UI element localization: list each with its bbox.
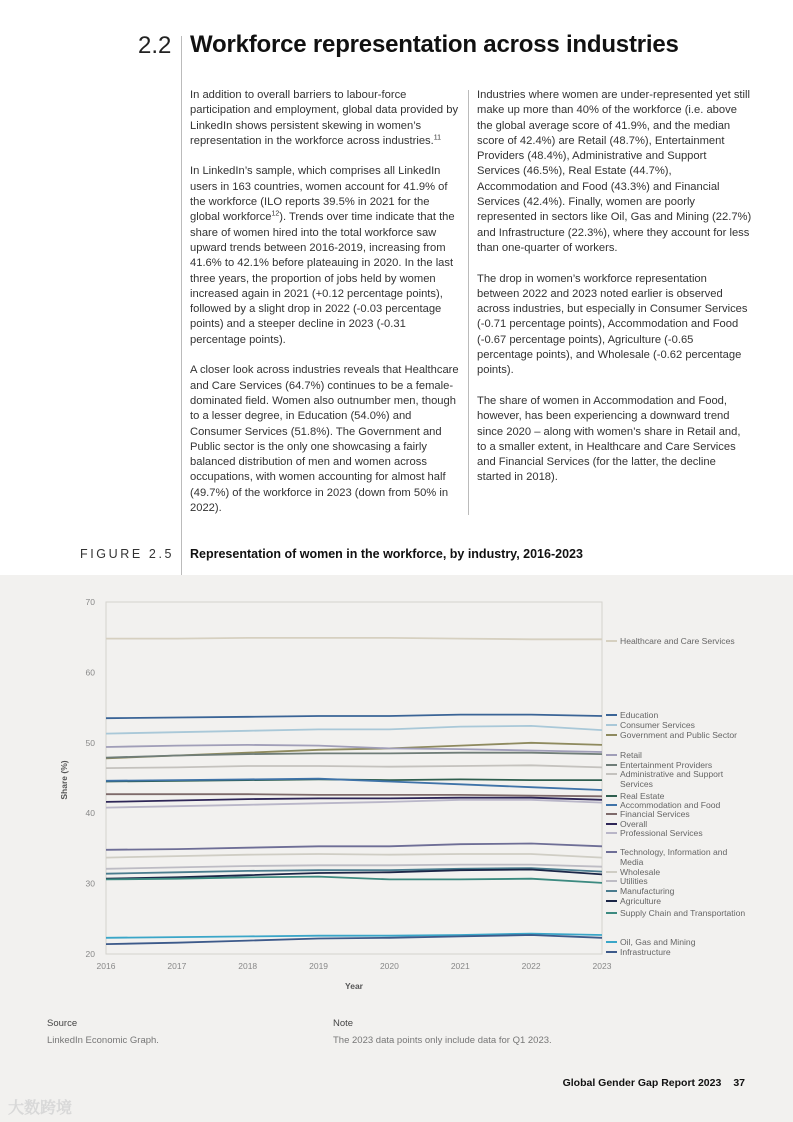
legend-label: Infrastructure (620, 947, 671, 957)
paragraph: In LinkedIn’s sample, which comprises all LinkedIn users in 163 countries, women account for 41.9% of the workforce (ILO reports 39.5% in 2021 for the global workforce$^{12}$). Trends over time indicate that the share of women hired into the total workforce saw upward trends between 2016-2019, increasing from 41.6% to 42.1% before plateauing in 2020. In the last three years, the proportion of jobs held by women increased again in 2021 (+0.12 percentage points), followed by a slight drop in 2022 (-0.03 percentage points) and a steeper decline in 2023 (-0.31 percentage points). (190, 165, 455, 346)
legend-swatch (606, 871, 617, 873)
legend-item (620, 886, 750, 896)
section-divider (181, 36, 182, 575)
legend-swatch (606, 714, 617, 716)
legend-swatch (606, 851, 617, 853)
legend-swatch (606, 795, 617, 797)
y-tick-label: 50 (85, 737, 95, 748)
legend-item (620, 720, 750, 730)
legend-item (620, 847, 750, 867)
legend-item (620, 809, 750, 819)
legend-label: Accommodation and Food (620, 800, 721, 810)
series-line (106, 765, 602, 768)
section-number: 2.2 (138, 32, 172, 59)
legend-swatch (606, 900, 617, 902)
x-tick-label: 2020 (379, 961, 399, 971)
legend-item (620, 828, 750, 838)
legend-label: Technology, Information and Media (620, 847, 728, 867)
series-line (106, 794, 602, 796)
series-line (106, 844, 602, 850)
legend-swatch (606, 640, 617, 642)
series-line (106, 753, 602, 758)
series-line (106, 715, 602, 719)
paragraph: Industries where women are under-represented yet still make up more than 40% of the workforce (i.e. above the global average score of 41.9%, and the median score of 42.4%) are Retail (48.7%), Entertainment Providers (48.4%), Administrative and Support Services (46.5%), Real Estate (44.7%), Accommodation and Food (43.3%) and Financial Services (42.4%). Finally, women are poorly represented in sectors like Oil, Gas and Mining (22.7%) and Infrastructure (22.3%), where they account for less than one-quarter of workers. (477, 89, 752, 254)
legend-label: Retail (620, 750, 642, 760)
legend-swatch (606, 813, 617, 815)
legend-item (620, 908, 750, 918)
page-footer (563, 1077, 745, 1089)
series-line (106, 726, 602, 734)
y-tick-label: 60 (85, 667, 95, 678)
legend-swatch (606, 912, 617, 914)
legend-label: Real Estate (620, 791, 665, 801)
legend-item (620, 896, 750, 906)
source-text: LinkedIn Economic Graph. (47, 1035, 159, 1046)
legend-item (620, 769, 750, 789)
legend-swatch (606, 773, 617, 775)
legend-label: Professional Services (620, 828, 703, 838)
legend-label: Entertainment Providers (620, 760, 713, 770)
paragraph: A closer look across industries reveals that Healthcare and Care Services (64.7%) continues to be a female-dominated field. Women also outnumber men, though to a lesser degree, in Education (54.0%) and Consumer Services (51.8%). The Government and Public sector is the only one showcasing a fairly balanced distribution of men and women across occupations, with women accounting for almost half (49.7%) of the workforce in 2023 (down from 50% in 2022). (190, 364, 459, 515)
page-number: 37 (733, 1077, 745, 1089)
legend-label: Agriculture (620, 896, 662, 906)
legend-swatch (606, 951, 617, 953)
paragraph: The share of women in Accommodation and Food, however, has been experiencing a downward trend since 2020 – along with women’s share in Retail and, to a smaller extent, in Healthcare and Care Services and Financial Services (for the latter, the decline started in 2018). (477, 394, 741, 484)
legend-label: Oil, Gas and Mining (620, 937, 696, 947)
legend-label: Overall (620, 819, 648, 829)
legend-swatch (606, 764, 617, 766)
page-title: Workforce representation across industries (190, 31, 679, 58)
legend-label: Government and Public Sector (620, 730, 738, 740)
plot-frame (106, 602, 602, 954)
figure-label: FIGURE 2.5 (80, 547, 175, 561)
legend-label: Education (620, 710, 659, 720)
x-tick-label: 2018 (238, 961, 258, 971)
source-heading: Source (47, 1018, 78, 1029)
legend-item (620, 636, 750, 646)
legend-swatch (606, 804, 617, 806)
legend-swatch (606, 734, 617, 736)
x-tick-label: 2022 (521, 961, 541, 971)
y-tick-label: 70 (85, 597, 95, 607)
legend-swatch (606, 880, 617, 882)
column-divider (468, 90, 469, 515)
legend-item (620, 876, 750, 886)
y-tick-label: 30 (85, 878, 95, 889)
legend-item (620, 937, 750, 947)
legend-swatch (606, 823, 617, 825)
legend-item (620, 710, 750, 720)
legend-label: Utilities (620, 876, 648, 886)
paragraph: The drop in women’s workforce representation between 2022 and 2023 noted earlier is observed across industries, but especially in Consumer Services (-0.71 percentage points), Accommodation and Food (-0.67 percentage points), Agriculture (-0.65 percentage points), and Wholesale (-0.62 percentage points). (477, 272, 748, 377)
legend-label: Consumer Services (620, 720, 695, 730)
legend-swatch (606, 941, 617, 943)
legend-label: Wholesale (620, 867, 661, 877)
series-line (106, 638, 602, 639)
x-tick-label: 2017 (167, 961, 187, 971)
y-tick-label: 40 (85, 808, 95, 819)
legend-label: Healthcare and Care Services (620, 636, 735, 646)
legend-swatch (606, 724, 617, 726)
figure-title: Representation of women in the workforce, by industry, 2016-2023 (190, 547, 583, 561)
right-column (477, 88, 752, 501)
note-heading: Note (333, 1018, 354, 1029)
legend-item (620, 947, 750, 957)
paragraph: In addition to overall barriers to labour-force participation and employment, global data provided by LinkedIn shows persistent skewing in women’s representation in the workforce across industries.$^{11}$ (190, 89, 459, 147)
watermark: 大数跨境 (8, 1100, 73, 1117)
y-axis-label: Share (%) (59, 760, 69, 800)
y-tick-label: 20 (85, 949, 95, 959)
legend-label: Manufacturing (620, 886, 675, 896)
legend-item (620, 750, 750, 760)
x-axis-label: Year (345, 981, 363, 991)
note-text: The 2023 data points only include data for Q1 2023. (333, 1035, 552, 1046)
x-tick-label: 2023 (592, 961, 612, 971)
x-tick-label: 2016 (96, 961, 116, 971)
legend-label: Financial Services (620, 809, 690, 819)
x-tick-label: 2019 (309, 961, 329, 971)
legend-swatch (606, 754, 617, 756)
legend-item (620, 730, 750, 740)
legend-label: Supply Chain and Transportation (620, 908, 746, 918)
legend-swatch (606, 890, 617, 892)
legend-swatch (606, 832, 617, 834)
x-tick-label: 2021 (450, 961, 470, 971)
left-column (190, 88, 462, 532)
series-line (106, 854, 602, 858)
report-name: Global Gender Gap Report 2023 (562, 1077, 722, 1089)
legend-label: Administrative and Support Services (620, 769, 724, 789)
